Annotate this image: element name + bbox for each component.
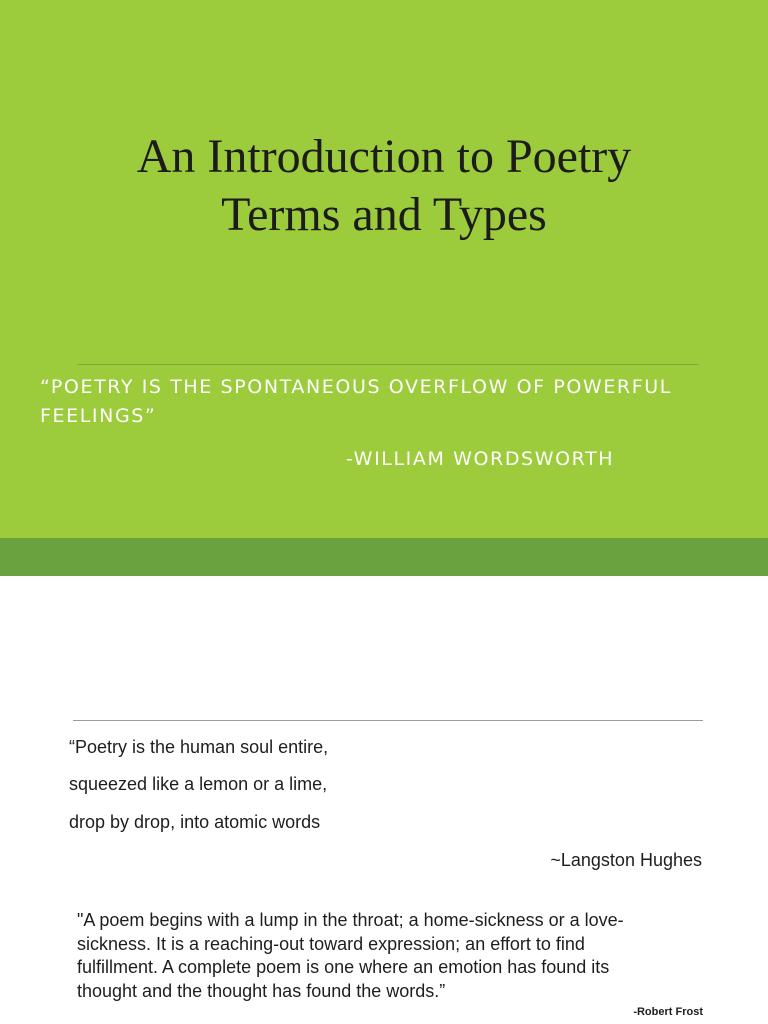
slide-title-line-1: An Introduction to Poetry — [136, 130, 632, 183]
slide-title-line-2: Terms and Types — [221, 188, 547, 241]
slide-title — [40, 128, 728, 244]
frost-quote-line-3: fulfillment. A complete poem is one where an emotion has found its — [77, 957, 610, 977]
title-divider — [77, 364, 699, 365]
quotes-divider — [73, 720, 703, 721]
hughes-quote-line-3: drop by drop, into atomic words — [69, 812, 321, 832]
frost-quote-line-1: "A poem begins with a lump in the throat; a home-sickness or a love- — [77, 910, 624, 930]
frost-quote-line-4: thought and the thought has found the words.” — [77, 980, 446, 1001]
footer-band — [0, 538, 768, 576]
frost-quote — [77, 909, 697, 1003]
hughes-quote-line-1: “Poetry is the human soul entire, — [69, 737, 329, 757]
wordsworth-quote — [40, 373, 740, 431]
wordsworth-quote-line-1: “POETRY IS THE SPONTANEOUS OVERFLOW OF POWERFUL — [40, 376, 672, 398]
wordsworth-attribution: -WILLIAM WORDSWORTH — [346, 448, 615, 470]
hughes-quote-line-2: squeezed like a lemon or a lime, — [69, 774, 328, 794]
frost-quote-line-2: sickness. It is a reaching-out toward expression; an effort to find — [77, 933, 585, 954]
hughes-attribution: ~Langston Hughes — [550, 850, 702, 870]
wordsworth-quote-line-2: FEELINGS” — [40, 405, 157, 427]
frost-attribution: -Robert Frost — [633, 1006, 703, 1018]
